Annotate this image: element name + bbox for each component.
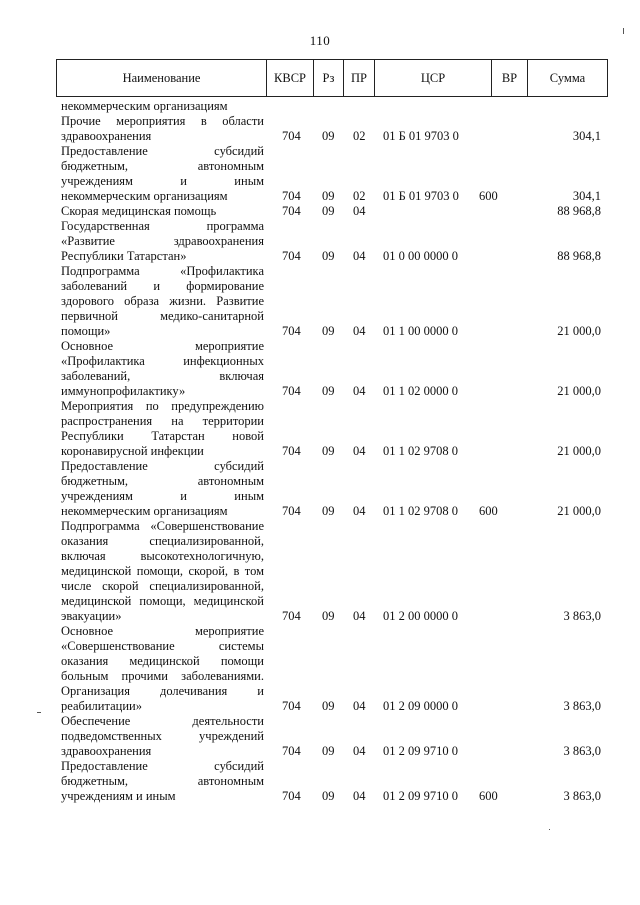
- table-row: [61, 144, 601, 204]
- rz-cell: 09: [322, 204, 335, 218]
- sum-cell: 3 863,0: [563, 699, 601, 713]
- rz-cell: 09: [322, 699, 335, 713]
- scan-mark: [37, 712, 41, 713]
- table-row: [61, 99, 601, 114]
- row-name: некоммерческим организациям: [61, 99, 228, 113]
- scan-mark: [549, 829, 550, 830]
- sum-cell: 88 968,8: [557, 204, 601, 218]
- header-kvsr: КВСР: [267, 60, 314, 96]
- table-header: [56, 59, 608, 97]
- row-name: Основное мероприятие «Совершенствование системы оказания медицинской помощи больным прочими заболеваниями. Организация долечивания и реабилитации»: [61, 624, 264, 713]
- kvsr-cell: 704: [282, 609, 301, 623]
- table-row: [61, 519, 601, 624]
- pr-cell: 04: [353, 324, 366, 338]
- table-row: [61, 114, 601, 144]
- row-name: Предоставление субсидий бюджетным, автономным учреждениям и иным некоммерческим организациям: [61, 459, 264, 518]
- sum-cell: 21 000,0: [557, 384, 601, 398]
- table-row: [61, 459, 601, 519]
- row-name: Основное мероприятие «Профилактика инфекционных заболеваний, включая иммунопрофилактику»: [61, 339, 264, 398]
- header-sum: Сумма: [549, 70, 586, 85]
- kvsr-cell: 704: [282, 324, 301, 338]
- pr-cell: 04: [353, 744, 366, 758]
- pr-cell: 04: [353, 609, 366, 623]
- sum-cell: 21 000,0: [557, 504, 601, 518]
- kvsr-cell: 704: [282, 504, 301, 518]
- sum-cell: 304,1: [572, 129, 601, 143]
- sum-cell: 304,1: [572, 189, 601, 203]
- kvsr-cell: 704: [282, 699, 301, 713]
- table-row: [61, 219, 601, 264]
- vr-cell: 600: [479, 789, 498, 803]
- csr-cell: 01 2 00 0000 0: [383, 609, 458, 623]
- rz-cell: 09: [322, 129, 335, 143]
- table-row: [61, 264, 601, 339]
- pr-cell: 04: [353, 444, 366, 458]
- table-row: [61, 714, 601, 759]
- table-row: [61, 759, 601, 804]
- csr-cell: 01 0 00 0000 0: [383, 249, 458, 263]
- csr-cell: 01 1 02 9708 0: [383, 444, 458, 458]
- sum-cell: 88 968,8: [557, 249, 601, 263]
- pr-cell: 02: [353, 129, 366, 143]
- header-name: Наименование: [57, 60, 267, 96]
- row-name: Государственная программа «Развитие здравоохранения Республики Татарстан»: [61, 219, 264, 263]
- csr-cell: 01 Б 01 9703 0: [383, 129, 459, 143]
- row-name: Подпрограмма «Профилактика заболеваний и формирование здорового образа жизни. Развитие первичной медико-санитарной помощи»: [61, 264, 264, 338]
- kvsr-cell: 704: [282, 249, 301, 263]
- rz-cell: 09: [322, 249, 335, 263]
- row-name: Обеспечение деятельности подведомственных учреждений здравоохранения: [61, 714, 264, 758]
- rz-cell: 09: [322, 609, 335, 623]
- table-row: [61, 204, 601, 219]
- pr-cell: 04: [353, 504, 366, 518]
- vr-cell: 600: [479, 504, 498, 518]
- kvsr-cell: 704: [282, 189, 301, 203]
- kvsr-cell: 704: [282, 129, 301, 143]
- sum-cell: 21 000,0: [557, 444, 601, 458]
- sum-cell: 21 000,0: [557, 324, 601, 338]
- rz-cell: 09: [322, 789, 335, 803]
- vr-cell: 600: [479, 189, 498, 203]
- page-number: 110: [309, 33, 331, 48]
- rz-cell: 09: [322, 504, 335, 518]
- csr-cell: 01 1 02 0000 0: [383, 384, 458, 398]
- csr-cell: 01 1 02 9708 0: [383, 504, 458, 518]
- kvsr-cell: 704: [282, 384, 301, 398]
- rz-cell: 09: [322, 384, 335, 398]
- csr-cell: 01 2 09 9710 0: [383, 789, 458, 803]
- sum-cell: 3 863,0: [563, 609, 601, 623]
- header-rz: Рз: [314, 60, 344, 96]
- pr-cell: 04: [353, 789, 366, 803]
- rz-cell: 09: [322, 444, 335, 458]
- scan-mark: [623, 28, 624, 34]
- row-name: Прочие мероприятия в области здравоохранения: [61, 114, 264, 143]
- table-row: [61, 399, 601, 459]
- header-pr: ПР: [344, 60, 375, 96]
- sum-cell: 3 863,0: [563, 744, 601, 758]
- pr-cell: 04: [353, 384, 366, 398]
- kvsr-cell: 704: [282, 744, 301, 758]
- csr-cell: 01 2 09 9710 0: [383, 744, 458, 758]
- table-row: [61, 624, 601, 714]
- csr-cell: 01 Б 01 9703 0: [383, 189, 459, 203]
- row-name: Мероприятия по предупреждению распространения на территории Республики Татарстан новой коронавирусной инфекции: [61, 399, 264, 458]
- pr-cell: 04: [353, 699, 366, 713]
- csr-cell: 01 1 00 0000 0: [383, 324, 458, 338]
- csr-cell: 01 2 09 0000 0: [383, 699, 458, 713]
- kvsr-cell: 704: [282, 789, 301, 803]
- table-body: [61, 99, 601, 804]
- pr-cell: 02: [353, 189, 366, 203]
- kvsr-cell: 704: [282, 204, 301, 218]
- row-name: Подпрограмма «Совершенствование оказания специализированной, включая высокотехнологичную, медицинской помощи, скорой, в том числе скорой специализированной, медицинской помощи, медицинской эвакуации»: [61, 519, 264, 623]
- sum-cell: 3 863,0: [563, 789, 601, 803]
- pr-cell: 04: [353, 204, 366, 218]
- rz-cell: 09: [322, 324, 335, 338]
- header-csr: ЦСР: [375, 60, 492, 96]
- row-name: Скорая медицинская помощь: [61, 204, 217, 218]
- table-row: [61, 339, 601, 399]
- row-name: Предоставление субсидий бюджетным, автономным учреждениям и иным: [61, 759, 264, 803]
- header-vr: ВР: [492, 60, 528, 96]
- kvsr-cell: 704: [282, 444, 301, 458]
- rz-cell: 09: [322, 744, 335, 758]
- row-name: Предоставление субсидий бюджетным, автономным учреждениям и иным некоммерческим организациям: [61, 144, 264, 203]
- rz-cell: 09: [322, 189, 335, 203]
- pr-cell: 04: [353, 249, 366, 263]
